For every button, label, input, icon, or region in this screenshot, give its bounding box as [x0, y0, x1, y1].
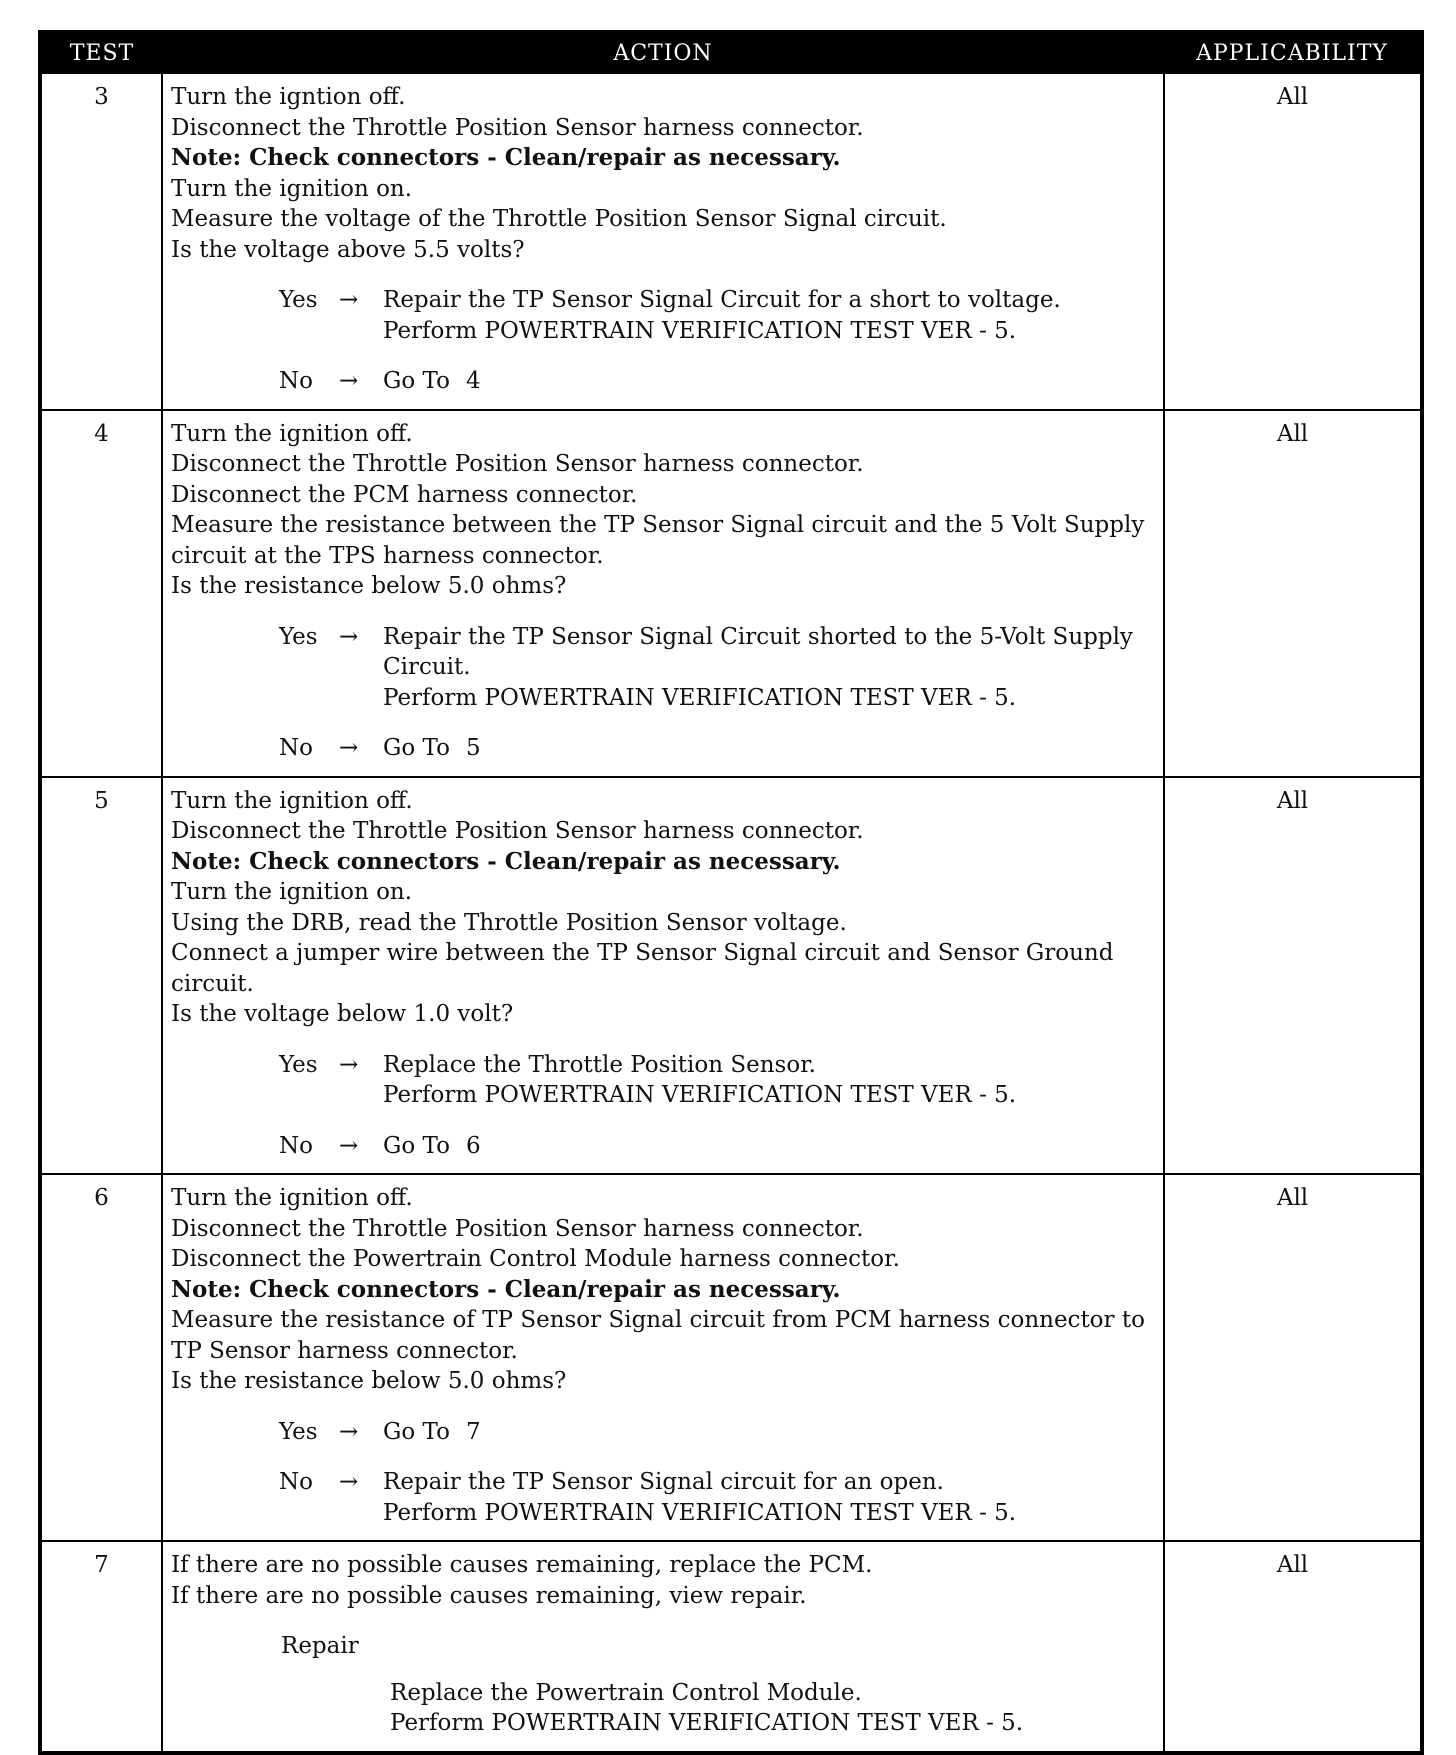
- goto-label: Go To: [383, 1418, 450, 1445]
- test-number: 7: [40, 1541, 162, 1753]
- answer-yes: [171, 1417, 1157, 1448]
- action-step: Is the resistance below 5.0 ohms?: [171, 573, 567, 599]
- goto-label: Go To: [383, 368, 450, 394]
- answer-result: [383, 1417, 1157, 1448]
- answer-result: [383, 733, 1157, 764]
- test-row: [40, 410, 1422, 777]
- header-action: ACTION: [162, 32, 1164, 73]
- repair-line: Perform POWERTRAIN VERIFICATION TEST VER - 5.: [390, 1710, 1024, 1736]
- action-step: Turn the ignition off.: [171, 1185, 413, 1211]
- result-line: Perform POWERTRAIN VERIFICATION TEST VER - 5.: [383, 1082, 1017, 1108]
- test-number: 3: [40, 73, 162, 410]
- result-line: Replace the Throttle Position Sensor.: [383, 1051, 816, 1078]
- arrow-icon: →: [339, 287, 359, 313]
- result-line: Perform POWERTRAIN VERIFICATION TEST VER - 5.: [383, 684, 1017, 711]
- answer-label: No: [279, 1132, 313, 1159]
- goto-target: 6: [465, 1132, 481, 1159]
- test-number: 5: [40, 777, 162, 1175]
- answers: [171, 622, 1157, 764]
- action-step: Measure the voltage of the Throttle Position Sensor Signal circuit.: [171, 206, 947, 232]
- answer-yes: [171, 622, 1157, 714]
- test-row: [40, 73, 1422, 410]
- answer-label: Yes: [279, 623, 318, 650]
- action-note: Note: Check connectors - Clean/repair as necessary.: [171, 847, 841, 875]
- answer-label: Yes: [279, 1418, 318, 1445]
- action-step: Is the voltage below 1.0 volt?: [171, 1001, 514, 1027]
- answer-yes: [171, 285, 1157, 346]
- action-step: Disconnect the Throttle Position Sensor harness connector.: [171, 1215, 864, 1242]
- arrow-icon: →: [339, 1469, 359, 1495]
- action-step: Measure the resistance of TP Sensor Signal circuit from PCM harness connector to TP Sensor harness connector.: [171, 1307, 1145, 1364]
- action-step: Connect a jumper wire between the TP Sensor Signal circuit and Sensor Ground circuit.: [171, 940, 1114, 997]
- action-note: Note: Check connectors - Clean/repair as necessary.: [171, 144, 841, 171]
- answer-label: No: [279, 1469, 313, 1495]
- answers: [171, 1417, 1157, 1529]
- answer-no: [171, 1131, 1157, 1162]
- answer-no: [171, 1467, 1157, 1528]
- header-row: [40, 32, 1422, 73]
- answer-label: No: [279, 368, 313, 394]
- arrow-icon: →: [339, 1418, 359, 1445]
- repair-line: Replace the Powertrain Control Module.: [390, 1679, 862, 1706]
- result-line: Perform POWERTRAIN VERIFICATION TEST VER - 5.: [383, 317, 1017, 344]
- result-line: Repair the TP Sensor Signal Circuit shorted to the 5-Volt Supply Circuit.: [383, 623, 1133, 680]
- answer-label: Yes: [279, 287, 318, 313]
- repair-block: [171, 1631, 1157, 1739]
- action-step: Measure the resistance between the TP Sensor Signal circuit and the 5 Volt Supply circuit at the TPS harness connector.: [171, 512, 1145, 569]
- action-step: Disconnect the Throttle Position Sensor harness connector.: [171, 114, 864, 141]
- goto-label: Go To: [383, 1132, 450, 1159]
- repair-lines: [390, 1678, 1157, 1739]
- test-action: [162, 1174, 1164, 1541]
- result-line: Repair the TP Sensor Signal Circuit for a short to voltage.: [383, 287, 1061, 313]
- action-step: Disconnect the Powertrain Control Module harness connector.: [171, 1246, 900, 1272]
- answer-result: [383, 366, 1157, 397]
- action-step: If there are no possible causes remaining, replace the PCM.: [171, 1552, 873, 1578]
- action-step: Is the voltage above 5.5 volts?: [171, 236, 525, 263]
- test-row: [40, 1541, 1422, 1753]
- test-number: 6: [40, 1174, 162, 1541]
- answer-result: [383, 1467, 1157, 1528]
- test-applicability: All: [1164, 1174, 1422, 1541]
- goto-target: 7: [465, 1418, 481, 1445]
- arrow-icon: →: [339, 368, 359, 394]
- answer-result: [383, 622, 1157, 714]
- action-step: Is the resistance below 5.0 ohms?: [171, 1368, 567, 1394]
- answer-no: [171, 733, 1157, 764]
- header-test: TEST: [40, 32, 162, 73]
- procedure-page: [38, 30, 1420, 1736]
- answers: [171, 285, 1157, 397]
- result-line: Perform POWERTRAIN VERIFICATION TEST VER - 5.: [383, 1499, 1017, 1526]
- answer-result: [383, 1131, 1157, 1162]
- test-action: [162, 1541, 1164, 1753]
- action-step: Turn the ignition on.: [171, 175, 413, 202]
- goto-target: 5: [465, 735, 481, 761]
- action-step: Disconnect the Throttle Position Sensor harness connector.: [171, 451, 864, 477]
- test-applicability: All: [1164, 73, 1422, 410]
- goto-label: Go To: [383, 735, 450, 761]
- repair-label: Repair: [281, 1633, 359, 1659]
- answer-label: Yes: [279, 1051, 318, 1078]
- action-step: Disconnect the Throttle Position Sensor harness connector.: [171, 818, 864, 844]
- answer-result: [383, 1050, 1157, 1111]
- action-step: If there are no possible causes remaining, view repair.: [171, 1582, 807, 1609]
- test-action: [162, 410, 1164, 777]
- test-applicability: All: [1164, 410, 1422, 777]
- action-step: Using the DRB, read the Throttle Position Sensor voltage.: [171, 909, 847, 936]
- action-note: Note: Check connectors - Clean/repair as necessary.: [171, 1275, 841, 1303]
- arrow-icon: →: [339, 1051, 359, 1078]
- header-applicability: APPLICABILITY: [1164, 32, 1422, 73]
- action-step: Disconnect the PCM harness connector.: [171, 481, 638, 508]
- action-step: Turn the igntion off.: [171, 84, 406, 110]
- result-line: Repair the TP Sensor Signal circuit for an open.: [383, 1469, 944, 1495]
- goto-target: 4: [465, 368, 481, 394]
- test-row: [40, 777, 1422, 1175]
- diagnostic-table: [38, 30, 1424, 1755]
- answer-label: No: [279, 735, 313, 761]
- test-number: 4: [40, 410, 162, 777]
- arrow-icon: →: [339, 623, 359, 650]
- action-step: Turn the ignition on.: [171, 879, 413, 905]
- answers: [171, 1050, 1157, 1162]
- action-step: Turn the ignition off.: [171, 420, 413, 447]
- test-action: [162, 73, 1164, 410]
- test-applicability: All: [1164, 777, 1422, 1175]
- test-applicability: All: [1164, 1541, 1422, 1753]
- test-action: [162, 777, 1164, 1175]
- answer-result: [383, 285, 1157, 346]
- action-step: Turn the ignition off.: [171, 787, 413, 814]
- test-row: [40, 1174, 1422, 1541]
- arrow-icon: →: [339, 1132, 359, 1159]
- answer-no: [171, 366, 1157, 397]
- answer-yes: [171, 1050, 1157, 1111]
- arrow-icon: →: [339, 735, 359, 761]
